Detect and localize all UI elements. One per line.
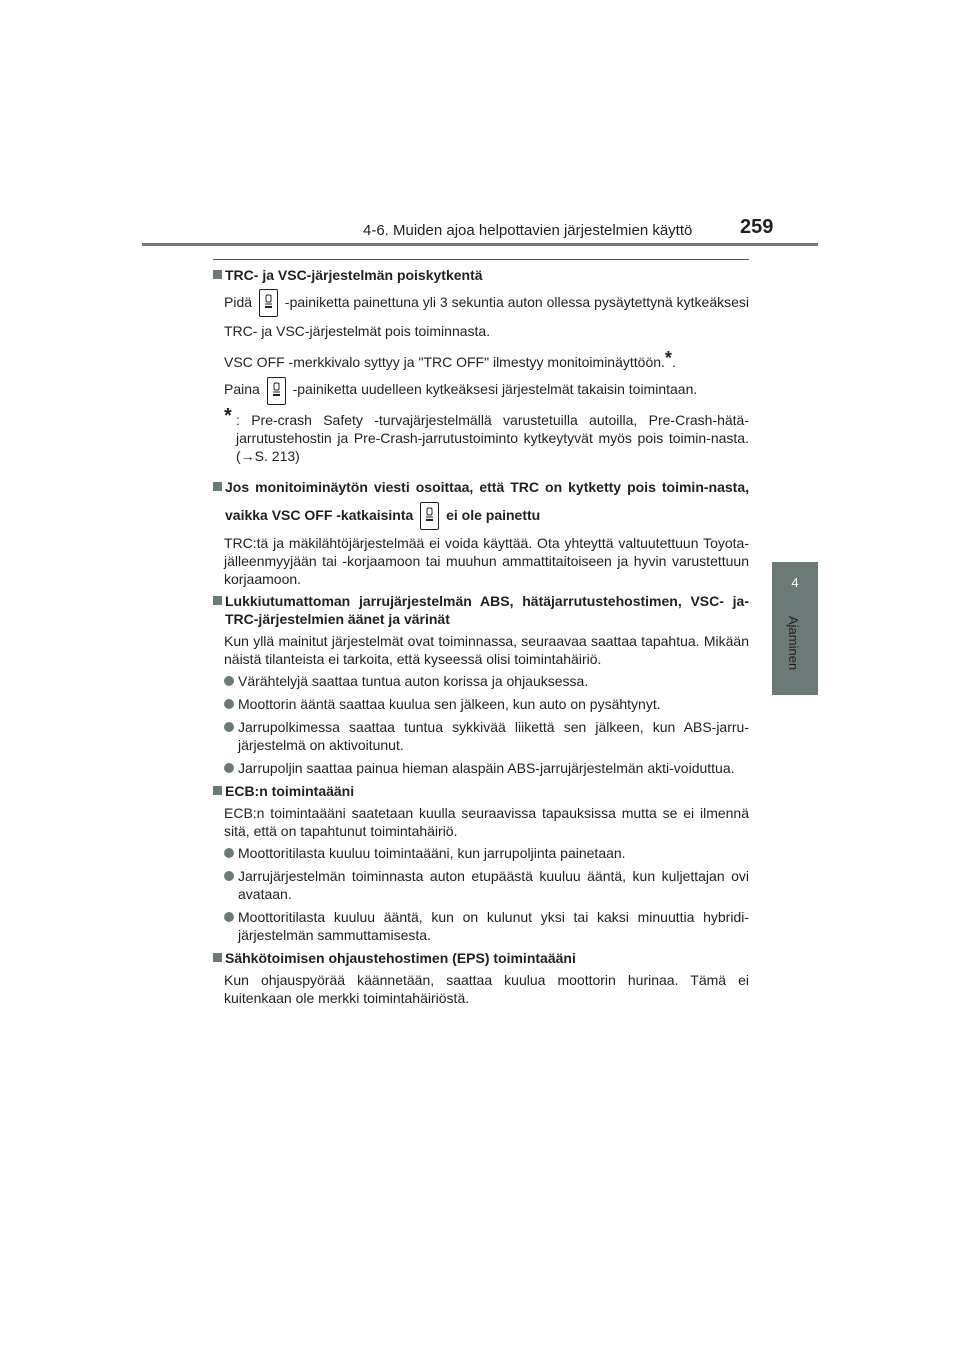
list-item: Moottoritilasta kuuluu toimintaääni, kun jarrupoljinta painetaan. [224, 844, 749, 862]
paragraph: TRC:tä ja mäkilähtöjärjestelmää ei voida käyttää. Ota yhteyttä valtuutettuun Toyota-jälleenmyyjään tai -korjaamoon tai muuhun ammattitaitoiseen ja hyvin varustettuun korjaamoon. [224, 534, 749, 587]
section-heading: Sähkötoimisen ohjaustehostimen (EPS) toimintaääni [213, 949, 749, 967]
page-number: 259 [740, 216, 774, 238]
content-divider [213, 259, 749, 260]
round-bullet-icon [224, 722, 234, 732]
chapter-number: 4 [791, 575, 799, 590]
chapter-label: Ajaminen [786, 616, 801, 671]
list-item: Värähtelyjä saattaa tuntua auton korissa ja ohjauksessa. [224, 672, 749, 690]
list-item: Jarrujärjestelmän toiminnasta auton etupäästä kuuluu ääntä, kun kuljettajan ovi avataan. [224, 867, 749, 903]
list-item: Jarrupolkimessa saattaa tuntua sykkivää liikettä sen jälkeen, kun ABS-jarru-järjestelmä on aktivoitunut. [224, 718, 749, 754]
list-item: Jarrupoljin saattaa painua hieman alaspäin ABS-jarrujärjestelmän akti-voiduttua. [224, 759, 749, 777]
page-content [213, 266, 749, 1011]
round-bullet-icon [224, 676, 234, 686]
square-bullet-icon [213, 596, 222, 605]
paragraph: Paina -painiketta uudelleen kytkeäksesi järjestelmät takaisin toimintaan. [224, 375, 749, 404]
square-bullet-icon [213, 482, 222, 491]
square-bullet-icon [213, 786, 222, 795]
paragraph: VSC OFF -merkkivalo syttyy ja "TRC OFF" ilmestyy monitoiminäyttöön.*. [224, 348, 676, 371]
round-bullet-icon [224, 848, 234, 858]
paragraph: Kun yllä mainitut järjestelmät ovat toiminnassa, seuraavaa saattaa tapahtua. Mikään näistä tilanteista ei tarkoita, että kyseessä olisi toimintahäiriö. [224, 632, 749, 667]
vsc-off-switch-icon [267, 377, 286, 405]
section-title: 4-6. Muiden ajoa helpottavien järjestelmien käyttö [363, 222, 693, 239]
section-heading: TRC- ja VSC-järjestelmän poiskytkentä [213, 266, 749, 284]
paragraph: Pidä -painiketta painettuna yli 3 sekuntia auton ollessa pysäytettynä kytkeäksesi TRC- ja VSC-järjestelmät pois toiminnasta. [224, 288, 749, 345]
paragraph: ECB:n toimintaääni saatetaan kuulla seuraavissa tapauksissa mutta se ei ilmennä sitä, että on tapahtunut toimintahäiriö. [224, 804, 749, 839]
vsc-off-switch-icon [420, 502, 439, 530]
list-item: Moottoritilasta kuuluu ääntä, kun on kulunut yksi tai kaksi minuuttia hybridi-järjestelmän sammuttamisesta. [224, 908, 749, 944]
section-heading: Lukkiutumattoman jarrujärjestelmän ABS, hätäjarrutustehostimen, VSC- ja- TRC-järjestelmien äänet ja värinät [213, 592, 749, 628]
round-bullet-icon [224, 912, 234, 922]
section-heading: Jos monitoiminäytön viesti osoittaa, että TRC on kytketty pois toimin-nasta, vaikka VSC OFF -katkaisinta ei ole painettu [213, 473, 749, 530]
square-bullet-icon [213, 270, 222, 279]
round-bullet-icon [224, 871, 234, 881]
paragraph: Kun ohjauspyörää käännetään, saattaa kuulua moottorin hurinaa. Tämä ei kuitenkaan ole merkki toimintahäiriöstä. [224, 971, 749, 1006]
footnote: * : Pre-crash Safety -turvajärjestelmällä varustetuilla autoilla, Pre-Crash-hätä-jarrutustehostin ja Pre-Crash-jarrutustoiminto kytkeytyvät myös pois toimin-nasta. (→S. 213) [224, 404, 749, 464]
vsc-off-switch-icon [259, 289, 278, 317]
round-bullet-icon [224, 763, 234, 773]
round-bullet-icon [224, 699, 234, 709]
header-divider [142, 243, 818, 246]
section-heading: ECB:n toimintaääni [213, 782, 749, 800]
list-item: Moottorin ääntä saattaa kuulua sen jälkeen, kun auto on pysähtynyt. [224, 695, 749, 713]
square-bullet-icon [213, 953, 222, 962]
